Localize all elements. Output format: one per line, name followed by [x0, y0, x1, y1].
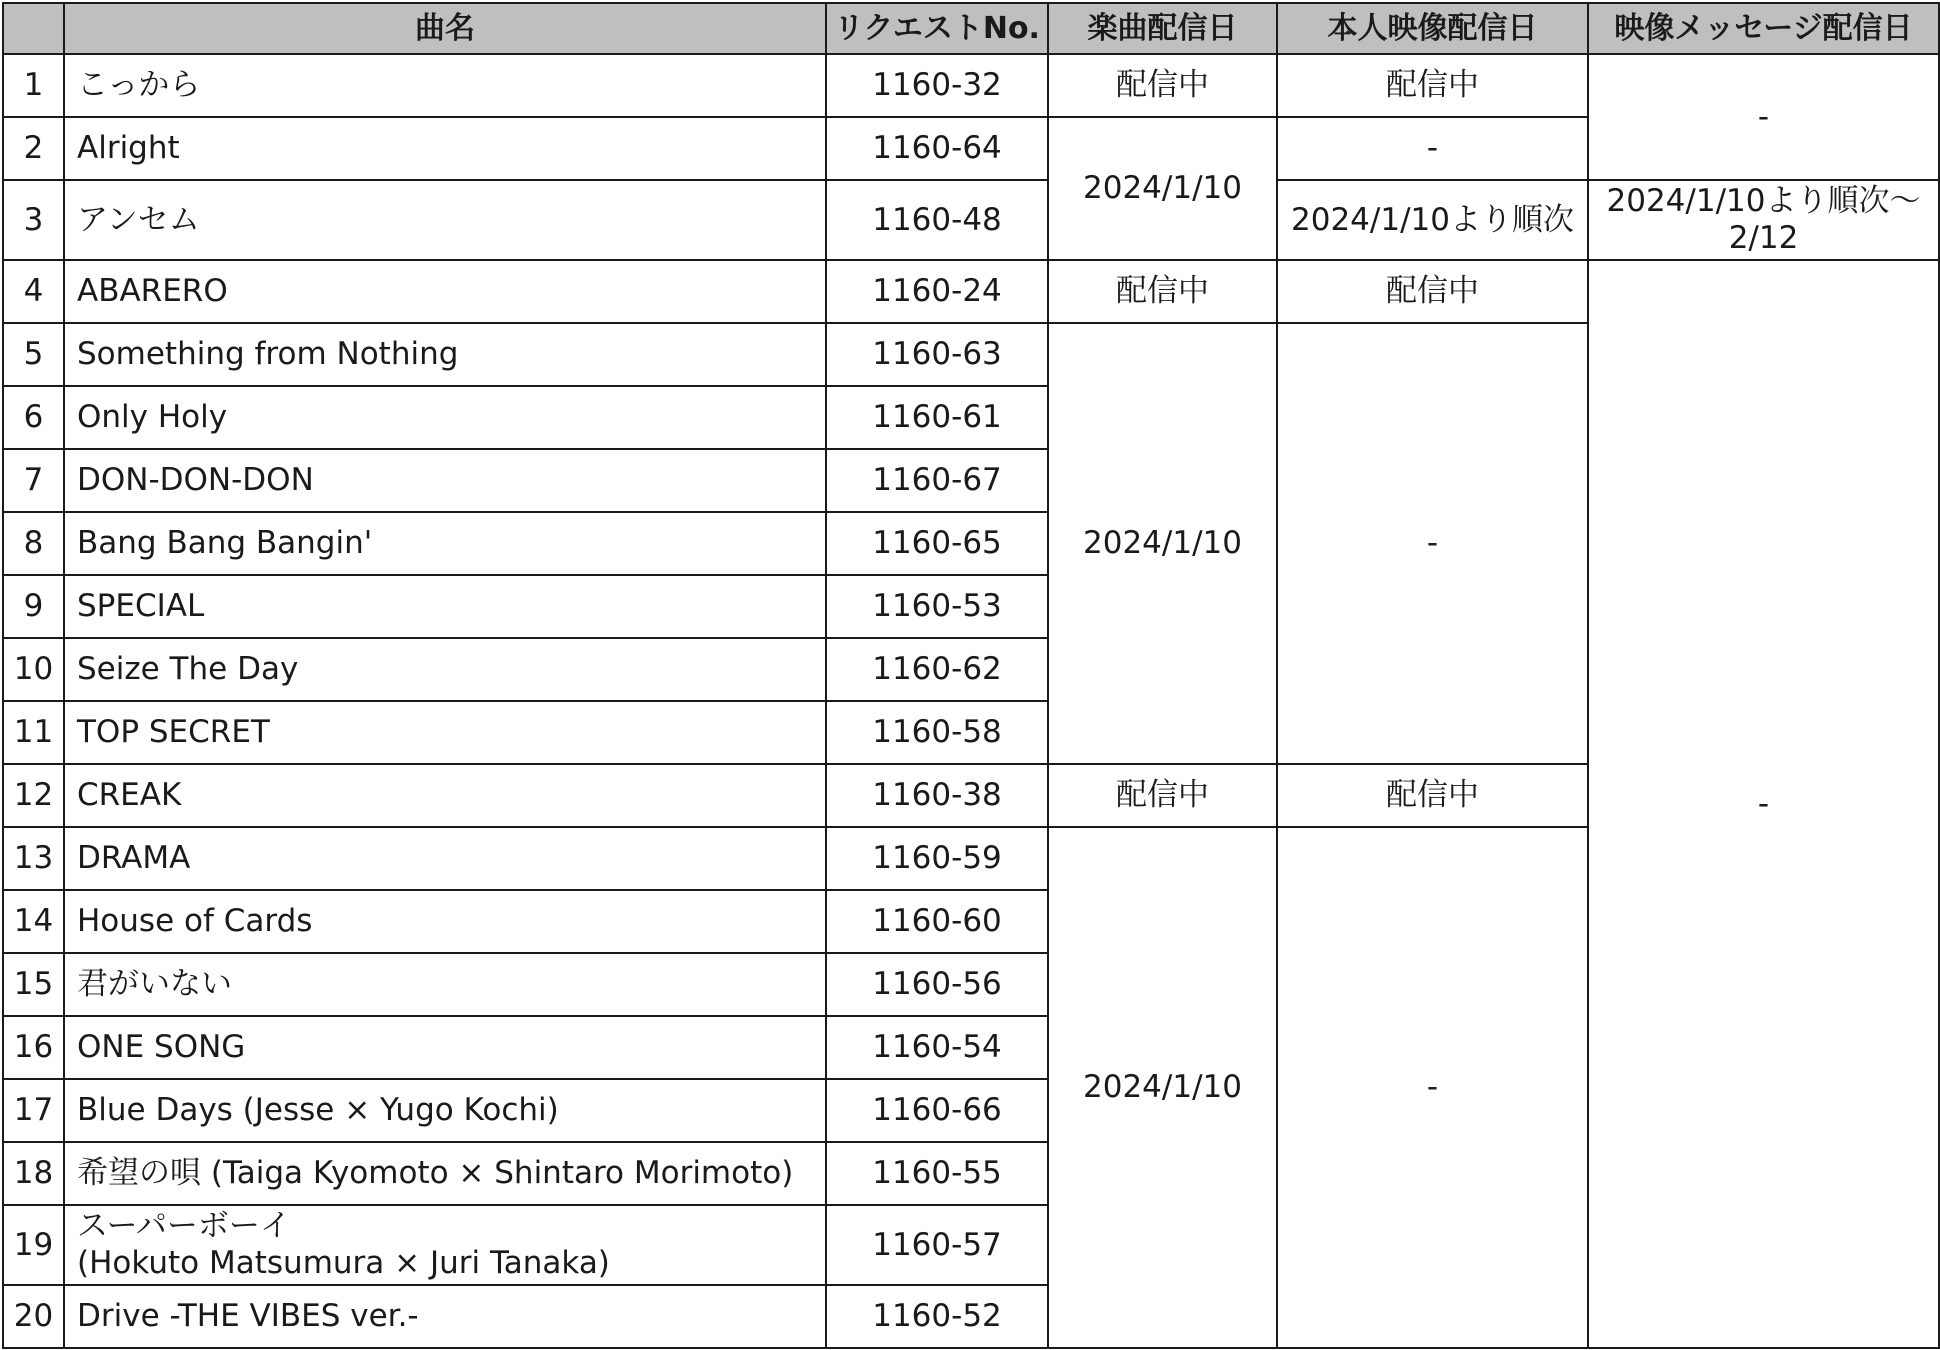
row-num: 19	[3, 1205, 64, 1285]
request-no: 1160-55	[826, 1142, 1048, 1205]
request-no: 1160-52	[826, 1285, 1048, 1348]
song-title: 君がいない	[64, 953, 826, 1016]
row-num: 20	[3, 1285, 64, 1348]
song-title: DRAMA	[64, 827, 826, 890]
song-title-line-2: (Hokuto Matsumura × Juri Tanaka)	[77, 1245, 610, 1281]
row-num: 7	[3, 449, 64, 512]
request-no: 1160-61	[826, 386, 1048, 449]
song-title: TOP SECRET	[64, 701, 826, 764]
header-message-date: 映像メッセージ配信日	[1588, 3, 1939, 54]
row-num: 14	[3, 890, 64, 953]
request-no: 1160-56	[826, 953, 1048, 1016]
music-date: 2024/1/10	[1048, 827, 1277, 1348]
request-no: 1160-65	[826, 512, 1048, 575]
song-title	[64, 1205, 826, 1285]
video-date: 2024/1/10より順次	[1277, 180, 1588, 260]
row-num: 17	[3, 1079, 64, 1142]
message-date: -	[1588, 54, 1939, 180]
header-row	[3, 3, 1939, 54]
request-no: 1160-53	[826, 575, 1048, 638]
video-date: -	[1277, 323, 1588, 764]
song-title-line-1: スーパーボーイ	[77, 1208, 291, 1244]
message-date: -	[1588, 260, 1939, 1348]
row-num: 18	[3, 1142, 64, 1205]
song-title: House of Cards	[64, 890, 826, 953]
song-title: Alright	[64, 117, 826, 180]
request-no: 1160-48	[826, 180, 1048, 260]
song-title: 希望の唄 (Taiga Kyomoto × Shintaro Morimoto)	[64, 1142, 826, 1205]
row-num: 11	[3, 701, 64, 764]
request-no: 1160-66	[826, 1079, 1048, 1142]
table-row	[3, 260, 1939, 323]
row-num: 16	[3, 1016, 64, 1079]
message-date: 2024/1/10より順次～2/12	[1588, 180, 1939, 260]
request-no: 1160-32	[826, 54, 1048, 117]
request-no: 1160-57	[826, 1205, 1048, 1285]
video-date: 配信中	[1277, 260, 1588, 323]
row-num: 4	[3, 260, 64, 323]
row-num: 8	[3, 512, 64, 575]
song-title: Bang Bang Bangin'	[64, 512, 826, 575]
song-title: CREAK	[64, 764, 826, 827]
song-title: SPECIAL	[64, 575, 826, 638]
row-num: 2	[3, 117, 64, 180]
music-date: 配信中	[1048, 764, 1277, 827]
row-num: 3	[3, 180, 64, 260]
request-no: 1160-38	[826, 764, 1048, 827]
header-request-no: リクエストNo.	[826, 3, 1048, 54]
row-num: 12	[3, 764, 64, 827]
request-no: 1160-67	[826, 449, 1048, 512]
header-music-date: 楽曲配信日	[1048, 3, 1277, 54]
table-row	[3, 54, 1939, 117]
request-no: 1160-62	[826, 638, 1048, 701]
table-row	[3, 180, 1939, 260]
row-num: 1	[3, 54, 64, 117]
song-title: ONE SONG	[64, 1016, 826, 1079]
request-no: 1160-58	[826, 701, 1048, 764]
header-title: 曲名	[64, 3, 826, 54]
video-date: 配信中	[1277, 764, 1588, 827]
video-date: 配信中	[1277, 54, 1588, 117]
song-title: アンセム	[64, 180, 826, 260]
song-table	[2, 2, 1940, 1349]
request-no: 1160-60	[826, 890, 1048, 953]
song-title: Something from Nothing	[64, 323, 826, 386]
request-no: 1160-24	[826, 260, 1048, 323]
video-date: -	[1277, 117, 1588, 180]
music-date: 配信中	[1048, 54, 1277, 117]
row-num: 6	[3, 386, 64, 449]
song-title: Drive -THE VIBES ver.-	[64, 1285, 826, 1348]
request-no: 1160-59	[826, 827, 1048, 890]
request-no: 1160-64	[826, 117, 1048, 180]
row-num: 13	[3, 827, 64, 890]
song-title: こっから	[64, 54, 826, 117]
song-title: Seize The Day	[64, 638, 826, 701]
music-date: 2024/1/10	[1048, 117, 1277, 260]
request-no: 1160-54	[826, 1016, 1048, 1079]
row-num: 15	[3, 953, 64, 1016]
song-title: Blue Days (Jesse × Yugo Kochi)	[64, 1079, 826, 1142]
row-num: 5	[3, 323, 64, 386]
row-num: 9	[3, 575, 64, 638]
music-date: 配信中	[1048, 260, 1277, 323]
header-num	[3, 3, 64, 54]
header-video-date: 本人映像配信日	[1277, 3, 1588, 54]
music-date: 2024/1/10	[1048, 323, 1277, 764]
request-no: 1160-63	[826, 323, 1048, 386]
row-num: 10	[3, 638, 64, 701]
song-title: ABARERO	[64, 260, 826, 323]
song-title: DON-DON-DON	[64, 449, 826, 512]
video-date: -	[1277, 827, 1588, 1348]
song-title: Only Holy	[64, 386, 826, 449]
